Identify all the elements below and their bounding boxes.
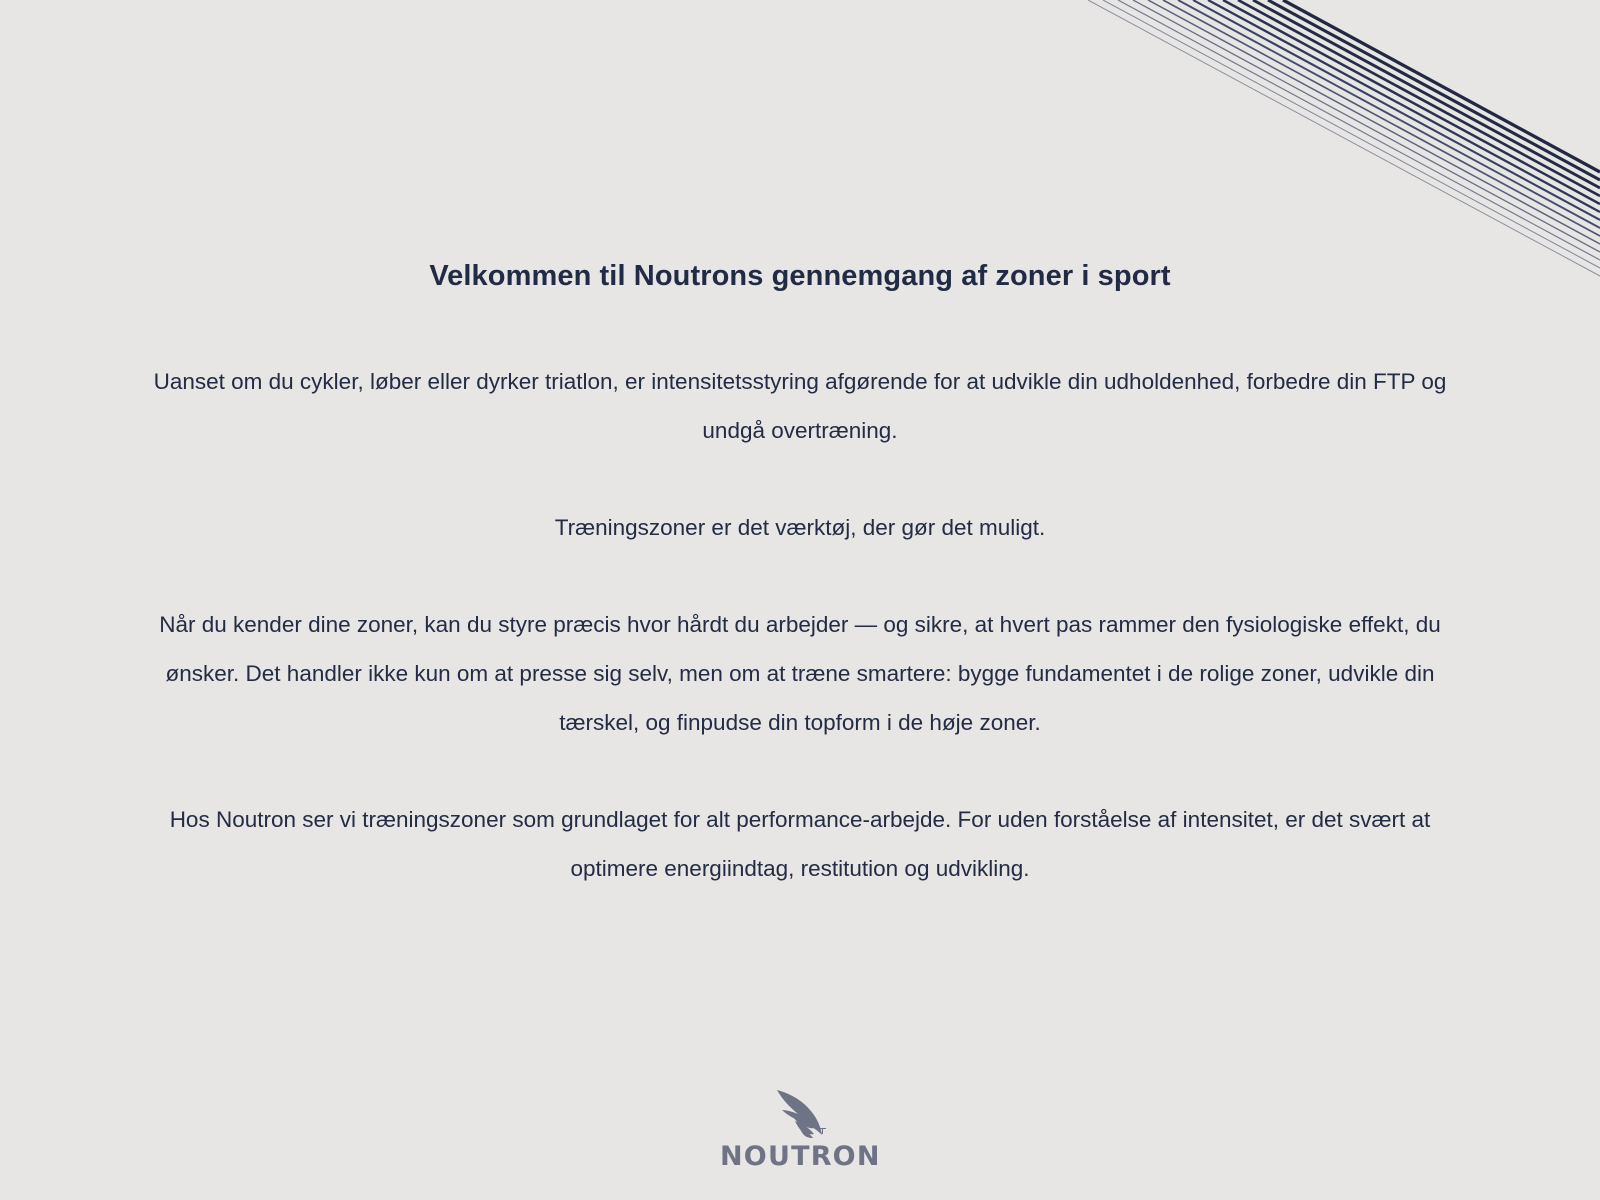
intro-content [150,252,1450,893]
intro-paragraph-1: Uanset om du cykler, løber eller dyrker triatlon, er intensitetsstyring afgørende for at udvikle din udholdenhed, forbedre din FTP og undgå overtræning. [153,369,1447,443]
intro-paragraph-4: Hos Noutron ser vi træningszoner som grundlaget for alt performance-arbejde. For uden forståelse af intensitet, er det svært at optimere energiindtag, restitution og udvikling. [169,807,1431,881]
noutron-logo [720,1090,880,1170]
logo-wordmark: NOUTRON [720,1141,881,1172]
wing-icon [775,1090,829,1138]
page-title: Velkommen til Noutrons gennemgang af zoner i sport [429,260,1171,292]
intro-paragraph-2: Træningszoner er det værktøj, der gør det muligt. [554,515,1046,540]
intro-paragraph-3: Når du kender dine zoner, kan du styre præcis hvor hårdt du arbejder — og sikre, at hvert pas rammer den fysiologiske effekt, du ønsker. Det handler ikke kun om at presse sig selv, men om at træne smartere: bygge fundamentet i de rolige zoner, udvikle din tærskel, og finpudse din topform i de høje zoner. [159,612,1441,735]
